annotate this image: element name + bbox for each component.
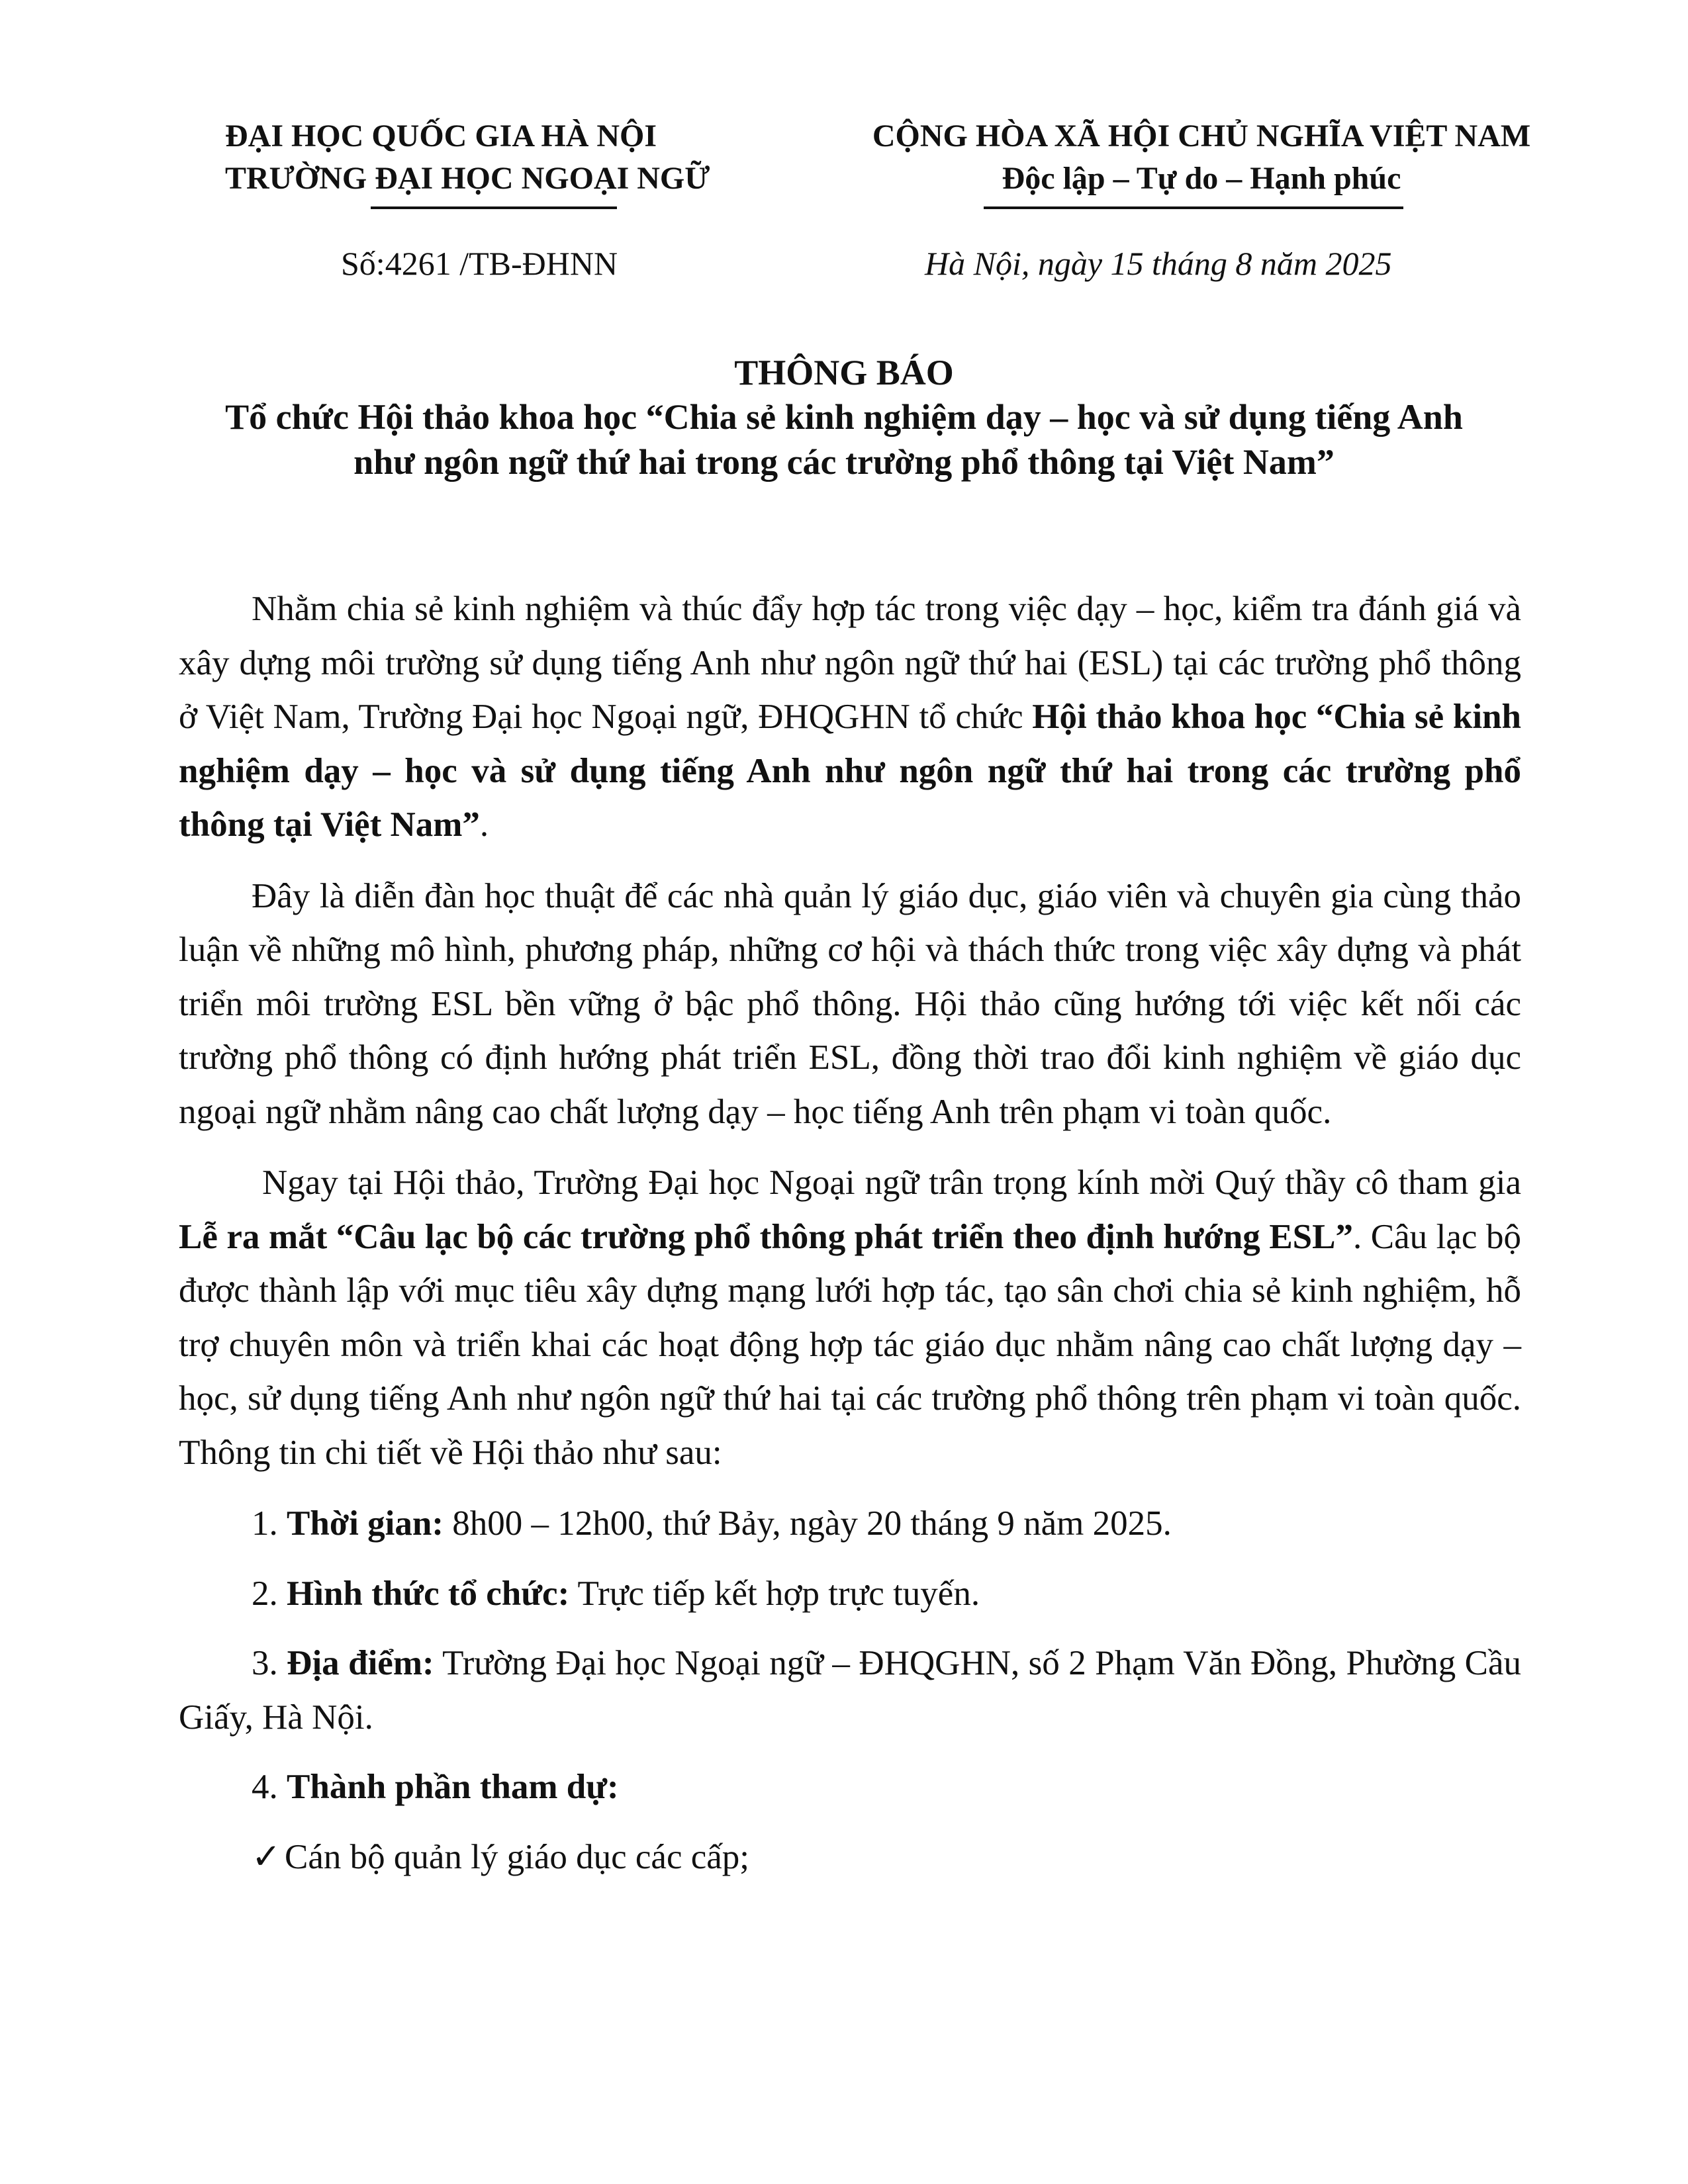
national-header (821, 115, 1582, 200)
issuer-header (225, 115, 710, 200)
document-body (179, 582, 1521, 1884)
issuer-school: TRƯỜNG ĐẠI HỌC NGOẠI NGỮ (225, 161, 710, 196)
place-date: Hà Nội, ngày 15 tháng 8 năm 2025 (925, 245, 1392, 282)
document-number: Số:4261 /TB-ĐHNN (341, 245, 618, 282)
participant-text: Cán bộ quản lý giáo dục các cấp; (285, 1837, 749, 1876)
paragraph-forum (179, 870, 1521, 1140)
paragraph-purpose (179, 582, 1521, 852)
item-number: 2. (252, 1574, 287, 1613)
detail-item-participants (179, 1760, 1521, 1815)
item-value: Trực tiếp kết hợp trực tuyến. (569, 1574, 980, 1613)
item-value: Trường Đại học Ngoại ngữ – ĐHQGHN, số 2 Phạm Văn Đồng, Phường Cầu Giấy, Hà Nội. (179, 1644, 1521, 1737)
issuer-underline (371, 206, 617, 209)
item-label: Thành phần tham dự: (287, 1768, 619, 1806)
paragraph-text: Nhằm chia sẻ kinh nghiệm và thúc đẩy hợp tác trong việc dạy – học, kiểm tra đánh giá và xây dựng môi trường sử dụng tiếng Anh như ngôn ngữ thứ hai (ESL) tại các trường phổ thông ở Việt Nam, Trường Đại học Ngoại ngữ, ĐHQGHN tổ chức (179, 590, 1521, 736)
paragraph-bold-text: Lễ ra mắt “Câu lạc bộ các trường phổ thông phát triển theo định hướng ESL” (179, 1217, 1354, 1256)
item-label: Hình thức tổ chức: (287, 1574, 570, 1613)
subject-line-2: như ngôn ngữ thứ hai trong các trường phổ thông tại Việt Nam” (353, 442, 1335, 482)
detail-item-format (179, 1567, 1521, 1621)
detail-item-time (179, 1497, 1521, 1551)
paragraph-bold-text: Hội thảo khoa học “Chia sẻ kinh nghiệm dạy – học và sử dụng tiếng Anh như ngôn ngữ thứ hai trong các trường phổ thông tại Việt Nam” (179, 698, 1521, 844)
item-number: 3. (252, 1644, 287, 1682)
document-subject (159, 394, 1529, 484)
detail-item-location (179, 1637, 1521, 1745)
checkmark-icon: ✓ (252, 1837, 281, 1876)
paragraph-text: Đây là diễn đàn học thuật để các nhà quản lý giáo dục, giáo viên và chuyên gia cùng thảo luận về những mô hình, phương pháp, những cơ hội và thách thức trong việc xây dựng và phát triển môi trường ESL bền vững ở bậc phổ thông. Hội thảo cũng hướng tới việc kết nối các trường phổ thông có định hướng phát triển ESL, đồng thời trao đổi kinh nghiệm về giáo dục ngoại ngữ nhằm nâng cao chất lượng dạy – học tiếng Anh trên phạm vi toàn quốc. (179, 876, 1521, 1131)
item-number: 4. (252, 1768, 287, 1806)
paragraph-text-end: . (479, 805, 489, 844)
participant-list-item (179, 1831, 1521, 1885)
document-title: THÔNG BÁO (734, 353, 954, 392)
item-number: 1. (252, 1504, 287, 1543)
item-label: Địa điểm: (287, 1644, 434, 1682)
paragraph-club-launch (179, 1156, 1521, 1480)
national-motto: Độc lập – Tự do – Hạnh phúc (1002, 161, 1401, 196)
item-label: Thời gian: (287, 1504, 444, 1543)
paragraph-text: Ngay tại Hội thảo, Trường Đại học Ngoại ngữ trân trọng kính mời Quý thầy cô tham gia (262, 1163, 1521, 1202)
motto-underline (984, 206, 1403, 209)
issuer-university: ĐẠI HỌC QUỐC GIA HÀ NỘI (225, 118, 657, 154)
item-value: 8h00 – 12h00, thứ Bảy, ngày 20 tháng 9 năm 2025. (444, 1504, 1172, 1543)
national-title: CỘNG HÒA XÃ HỘI CHỦ NGHĨA VIỆT NAM (872, 118, 1531, 154)
paragraph-text-end: . Câu lạc bộ được thành lập với mục tiêu xây dựng mạng lưới hợp tác, tạo sân chơi chia sẻ kinh nghiệm, hỗ trợ chuyên môn và triển khai các hoạt động hợp tác giáo dục nhằm nâng cao chất lượng dạy – học, sử dụng tiếng Anh như ngôn ngữ thứ hai tại các trường phổ thông trên phạm vi toàn quốc. Thông tin chi tiết về Hội thảo như sau: (179, 1217, 1521, 1472)
subject-line-1: Tổ chức Hội thảo khoa học “Chia sẻ kinh nghiệm dạy – học và sử dụng tiếng Anh (225, 397, 1463, 437)
